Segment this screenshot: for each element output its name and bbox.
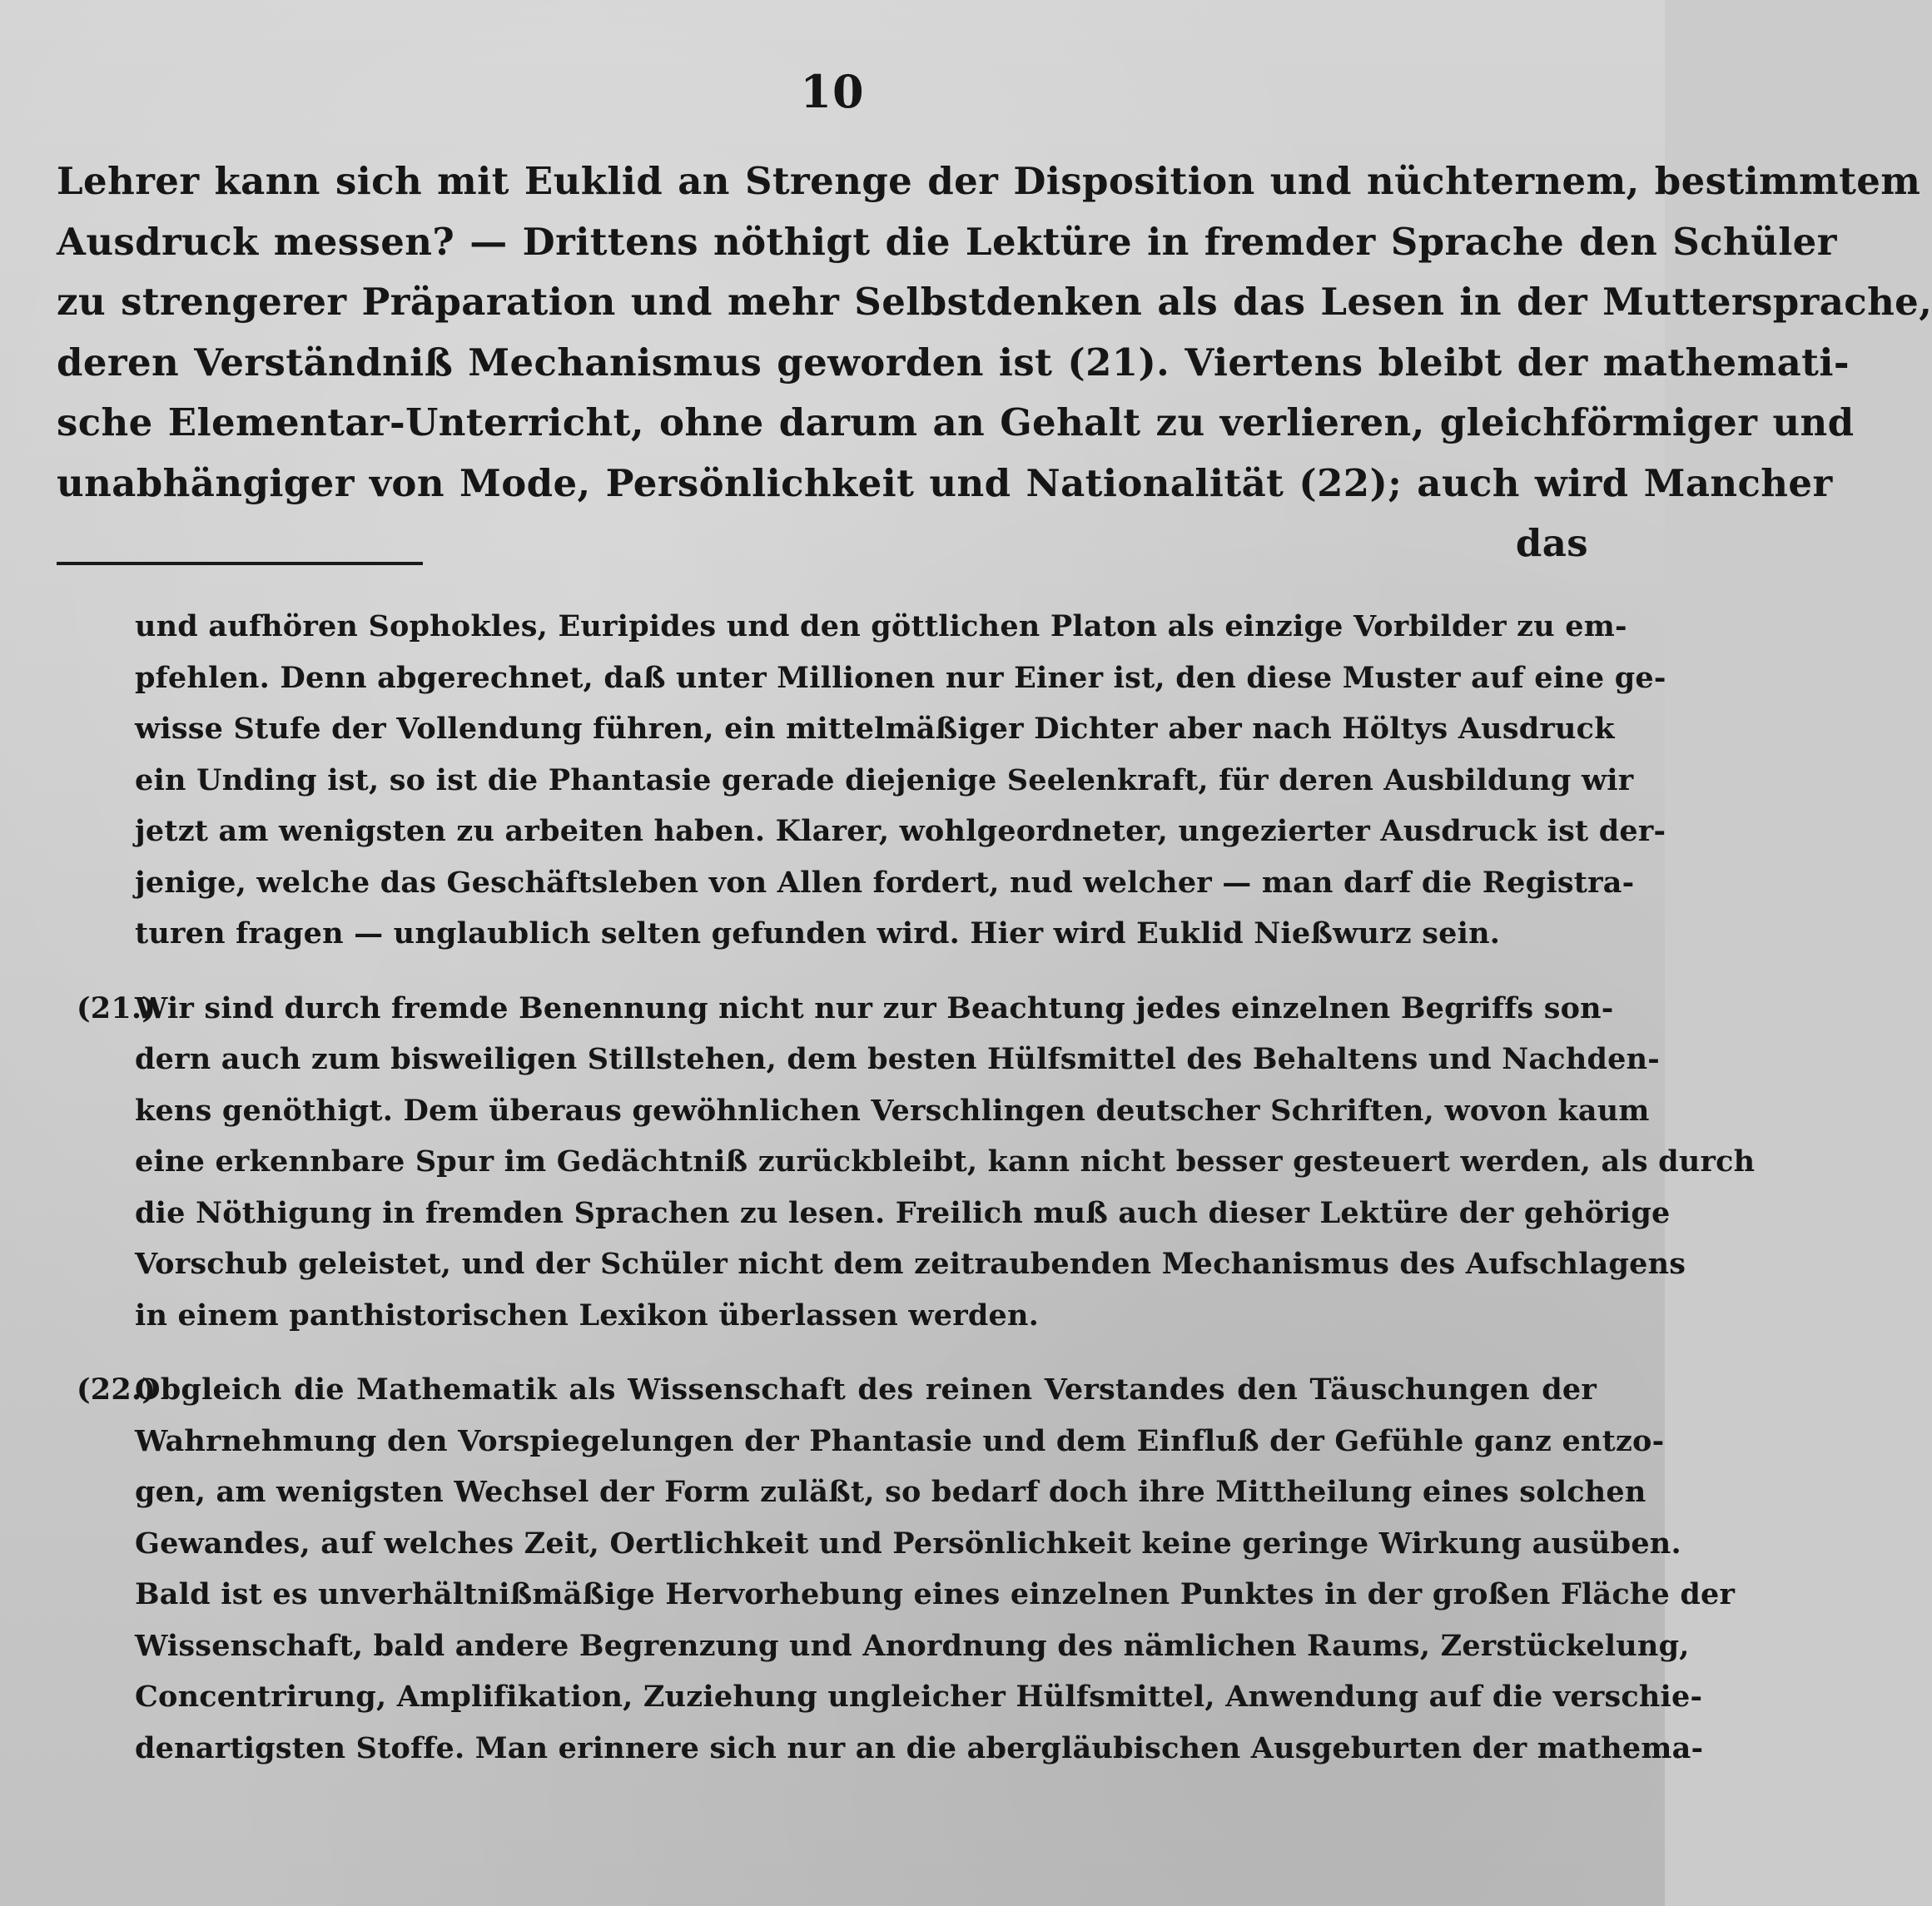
page-number: 10: [800, 65, 865, 118]
footnote-line: Concentrirung, Amplifikation, Zuziehung ungleicher Hülfsmittel, Anwendung auf die verschie-: [135, 1680, 1703, 1714]
footnote-22: [77, 1364, 1736, 1774]
main-text-line: unabhängiger von Mode, Persönlichkeit und Nationalität (22); auch wird Mancher: [57, 460, 1833, 505]
footnote-line: und aufhören Sophokles, Euripides und den göttlichen Platon als einzige Vorbilder zu em-: [135, 609, 1627, 643]
footnote-line: eine erkennbare Spur im Gedächtniß zurückbleibt, kann nicht besser gesteuert werden, als durch: [135, 1144, 1756, 1179]
footnote-line: turen fragen — unglaublich selten gefunden wird. Hier wird Euklid Nießwurz sein.: [135, 916, 1501, 951]
footnote-line: Wissenschaft, bald andere Begrenzung und Anordnung des nämlichen Raums, Zerstückelung,: [135, 1628, 1690, 1663]
footnote-line-text: Wir sind durch fremde Benennung nicht nur zur Beachtung jedes einzelnen Begriffs son-: [135, 990, 1614, 1025]
main-text-line: sche Elementar-Unterricht, ohne darum an Gehalt zu verlieren, gleichförmiger und: [57, 400, 1855, 444]
footnote-line: gen, am wenigsten Wechsel der Form zuläßt, so bedarf doch ihre Mittheilung eines solchen: [135, 1475, 1646, 1509]
footnote-marker: (21.): [77, 990, 156, 1025]
footnote-line: dern auch zum bisweiligen Stillstehen, dem besten Hülfsmittel des Behaltens und Nachden-: [135, 1042, 1660, 1076]
footnote-line: jenige, welche das Geschäftsleben von Allen fordert, nud welcher — man darf die Registra-: [135, 865, 1635, 900]
footnote-line: Wahrnehmung den Vorspiegelungen der Phantasie und dem Einfluß der Gefühle ganz entzo-: [135, 1423, 1665, 1458]
main-text-block: [57, 151, 1932, 574]
main-text-line: Ausdruck messen? — Drittens nöthigt die Lektüre in fremder Sprache den Schüler: [57, 219, 1837, 264]
footnote-line-text: Obgleich die Mathematik als Wissenschaft des reinen Verstandes den Täuschungen der: [135, 1372, 1597, 1407]
catchword: das: [1515, 521, 1588, 565]
footnote-line: wisse Stufe der Vollendung führen, ein mittelmäßiger Dichter aber nach Höltys Ausdruck: [135, 712, 1615, 746]
footnote-line: pfehlen. Denn abgerechnet, daß unter Millionen nur Einer ist, den diese Muster auf eine ge-: [135, 660, 1666, 695]
main-text-line: Lehrer kann sich mit Euklid an Strenge der Disposition und nüchternem, bestimmtem: [57, 159, 1921, 203]
footnote-21: [77, 983, 1756, 1342]
footnote-line: [77, 983, 1614, 1035]
footnote-continuation: [77, 601, 1666, 960]
footnote-line: in einem panthistorischen Lexikon überlassen werden.: [135, 1298, 1040, 1333]
footnote-separator-rule: [57, 562, 423, 565]
footnote-line: jetzt am wenigsten zu arbeiten haben. Klarer, wohlgeordneter, ungezierter Ausdruck ist der-: [135, 814, 1666, 848]
footnote-line: kens genöthigt. Dem überaus gewöhnlichen Verschlingen deutscher Schriften, wovon kaum: [135, 1093, 1650, 1128]
footnote-line: Gewandes, auf welches Zeit, Oertlichkeit und Persönlichkeit keine geringe Wirkung ausüben.: [135, 1526, 1681, 1561]
footnote-line: die Nöthigung in fremden Sprachen zu lesen. Freilich muß auch dieser Lektüre der gehörige: [135, 1195, 1671, 1230]
footnote-line: Bald ist es unverhältnißmäßige Hervorhebung eines einzelnen Punktes in der großen Fläche der: [135, 1577, 1736, 1611]
footnote-line: ein Unding ist, so ist die Phantasie gerade diejenige Seelenkraft, für deren Ausbildung wir: [135, 762, 1634, 797]
footnote-line: denartigsten Stoffe. Man erinnere sich nur an die abergläubischen Ausgeburten der mathema-: [135, 1730, 1704, 1765]
main-text-line: zu strengerer Präparation und mehr Selbstdenken als das Lesen in der Muttersprache,: [57, 280, 1932, 324]
footnote-line: [77, 1364, 1597, 1416]
footnote-line: Vorschub geleistet, und der Schüler nicht dem zeitraubenden Mechanismus des Aufschlagens: [135, 1247, 1686, 1281]
footnotes-section: [77, 601, 1756, 1797]
footnote-marker: (22.): [77, 1372, 156, 1407]
main-text-line: deren Verständniß Mechanismus geworden ist (21). Viertens bleibt der mathemati-: [57, 340, 1850, 385]
